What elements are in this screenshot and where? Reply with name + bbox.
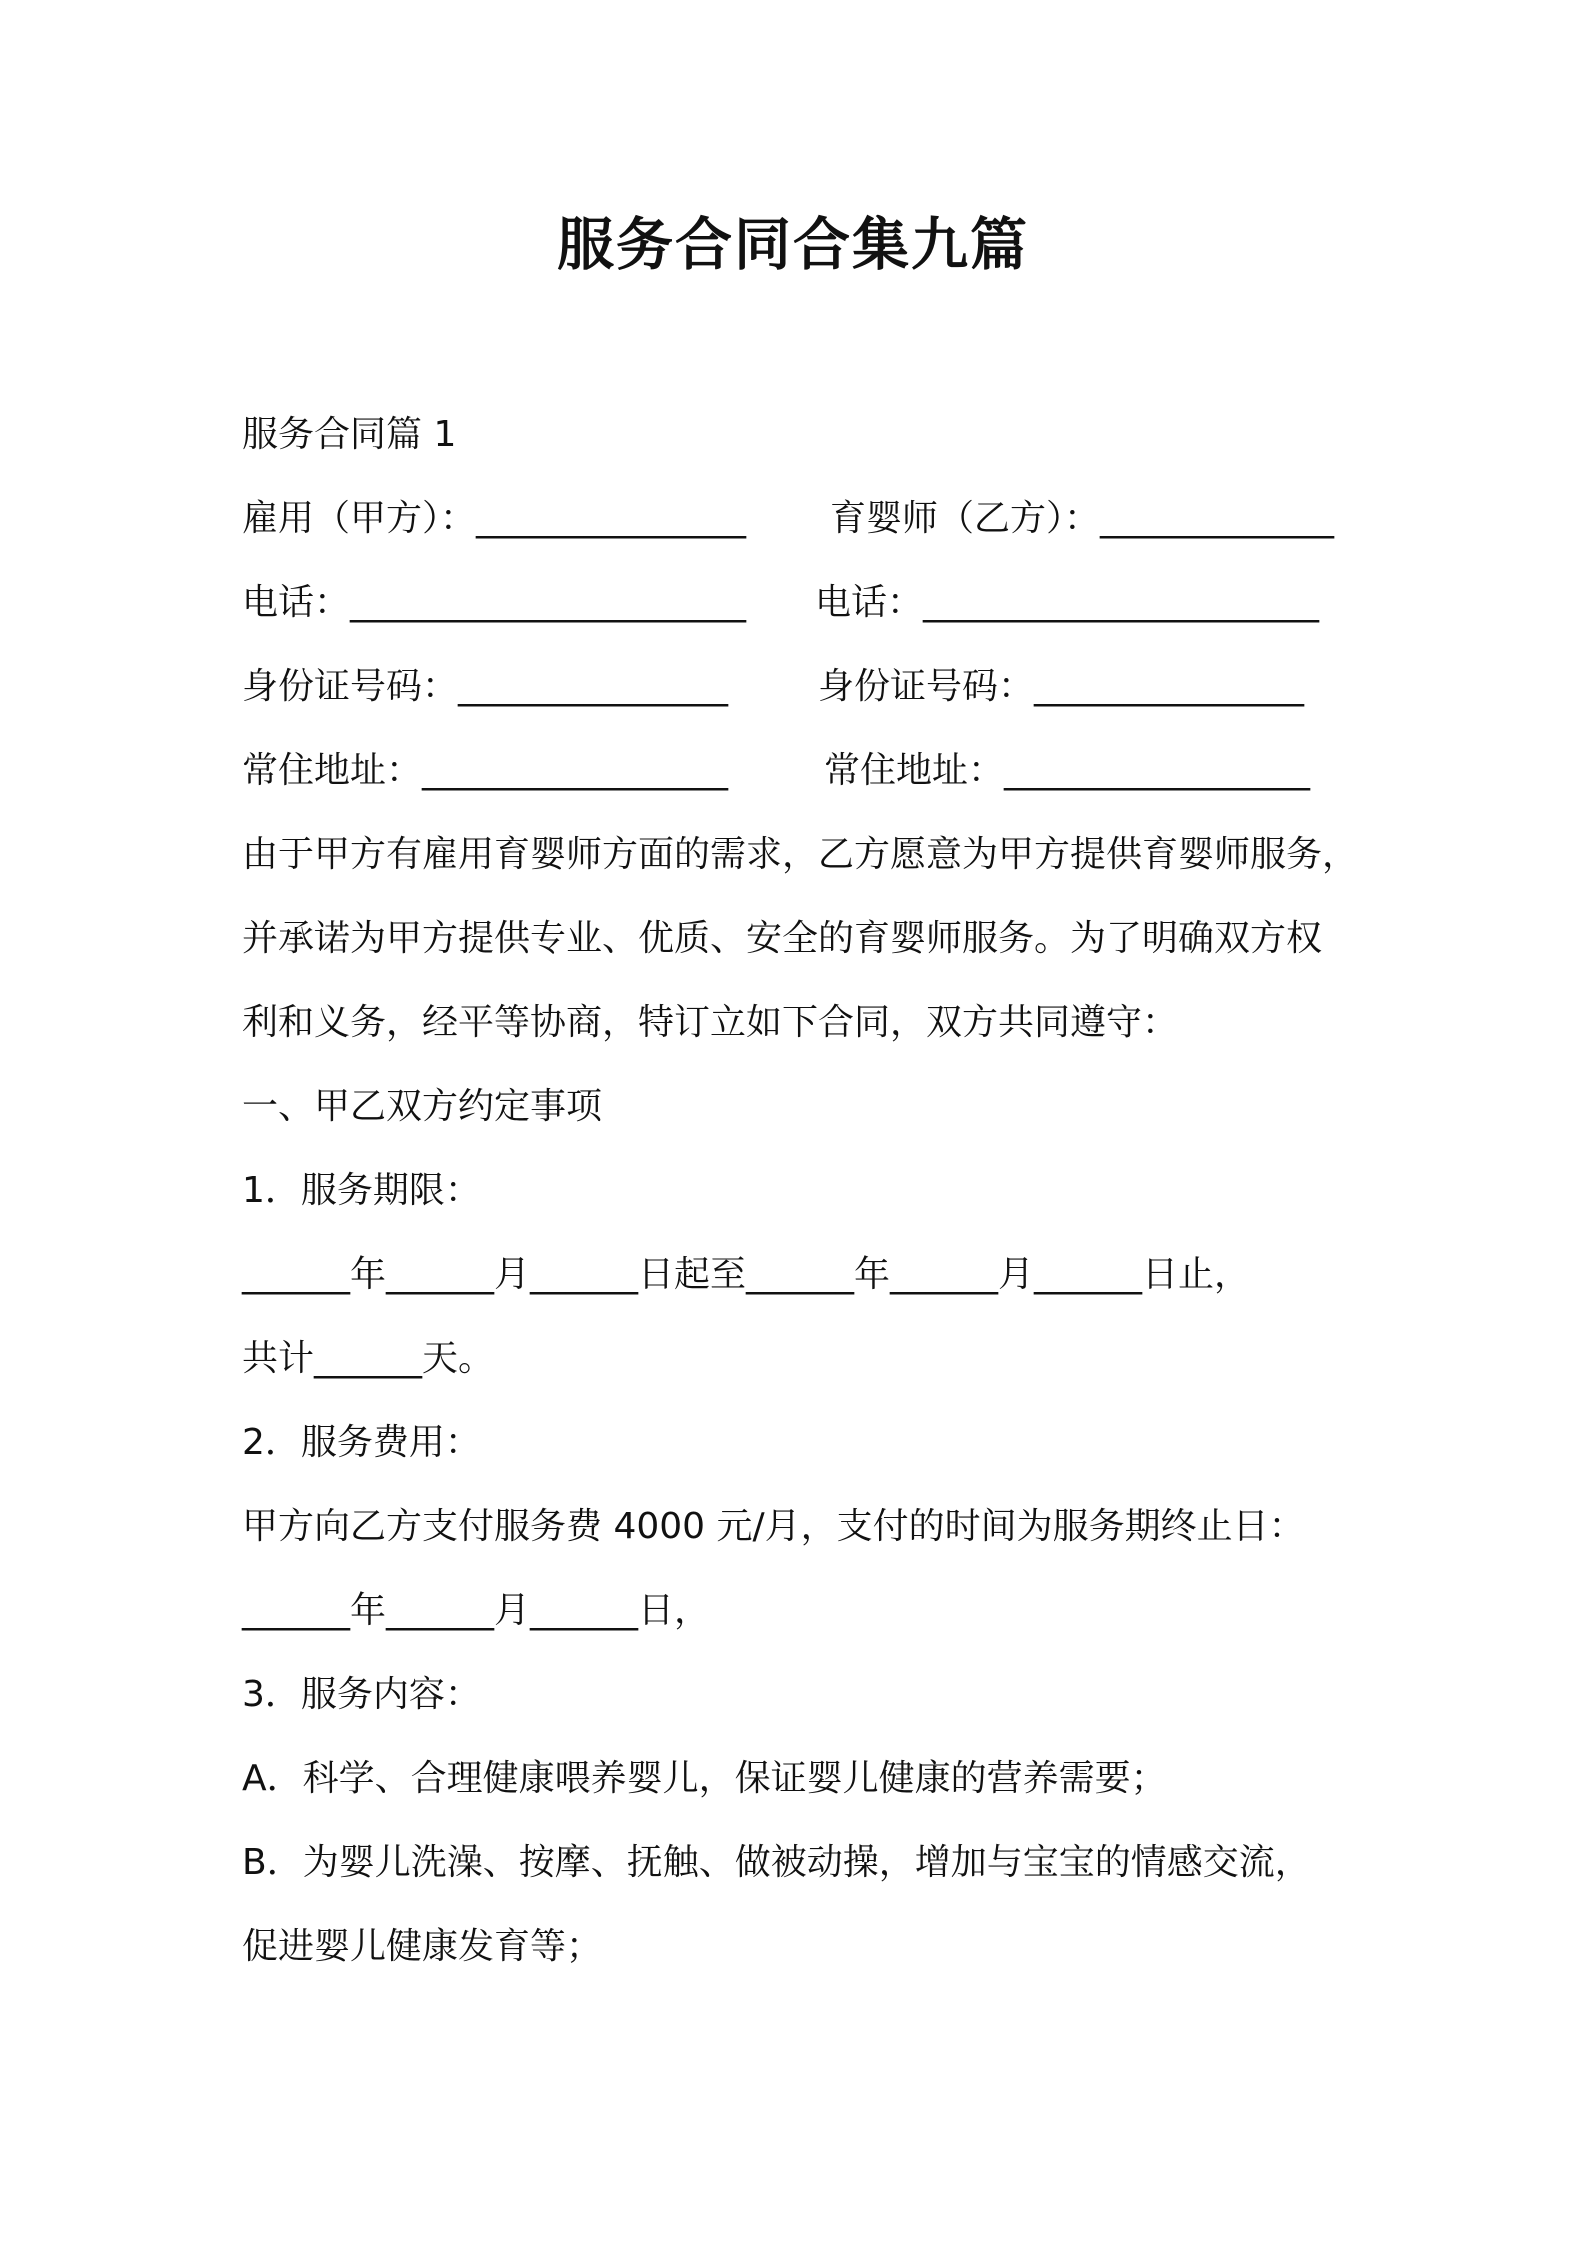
party-a-id-number-field: 身份证号码：_______________ — [242, 666, 729, 707]
intro-paragraph-line: 并承诺为甲方提供专业、优质、安全的育婴师服务。为了明确双方权 — [242, 918, 1323, 959]
clause-one-heading: 一、甲乙双方约定事项 — [242, 1086, 603, 1127]
service-content-item: A．科学、合理健康喂养婴儿，保证婴儿健康的营养需要； — [242, 1758, 1167, 1799]
service-fee-payment-date: ______年______月______日， — [242, 1590, 711, 1631]
service-fee-heading: 2．服务费用： — [242, 1422, 481, 1463]
party-a-employer-field: 雇用（甲方）：_______________ — [242, 498, 747, 539]
party-a-phone-field: 电话：______________________ — [242, 582, 747, 623]
service-fee-text: 甲方向乙方支付服务费 4000 元/月，支付的时间为服务期终止日： — [242, 1506, 1305, 1547]
party-a-address-field: 常住地址：_________________ — [242, 750, 729, 791]
service-period-dates: ______年______月______日起至______年______月______日止， — [242, 1254, 1251, 1295]
service-content-item: B．为婴儿洗澡、按摩、抚触、做被动操，增加与宝宝的情感交流， — [242, 1842, 1311, 1883]
section-heading: 服务合同篇 1 — [242, 414, 457, 455]
party-b-address-field: 常住地址：_________________ — [824, 750, 1311, 791]
document-title: 服务合同合集九篇 — [557, 212, 1029, 278]
service-period-total-days: 共计______天。 — [242, 1338, 495, 1379]
party-b-id-number-field: 身份证号码：_______________ — [818, 666, 1305, 707]
service-content-heading: 3．服务内容： — [242, 1674, 481, 1715]
party-b-phone-field: 电话：______________________ — [815, 582, 1320, 623]
party-b-nanny-field: 育婴师（乙方）：_____________ — [830, 498, 1335, 539]
intro-paragraph-line: 由于甲方有雇用育婴师方面的需求，乙方愿意为甲方提供育婴师服务， — [242, 834, 1359, 875]
intro-paragraph-line: 利和义务，经平等协商，特订立如下合同，双方共同遵守： — [242, 1002, 1179, 1043]
service-period-heading: 1．服务期限： — [242, 1170, 481, 1211]
service-content-item: 促进婴儿健康发育等； — [242, 1926, 603, 1967]
